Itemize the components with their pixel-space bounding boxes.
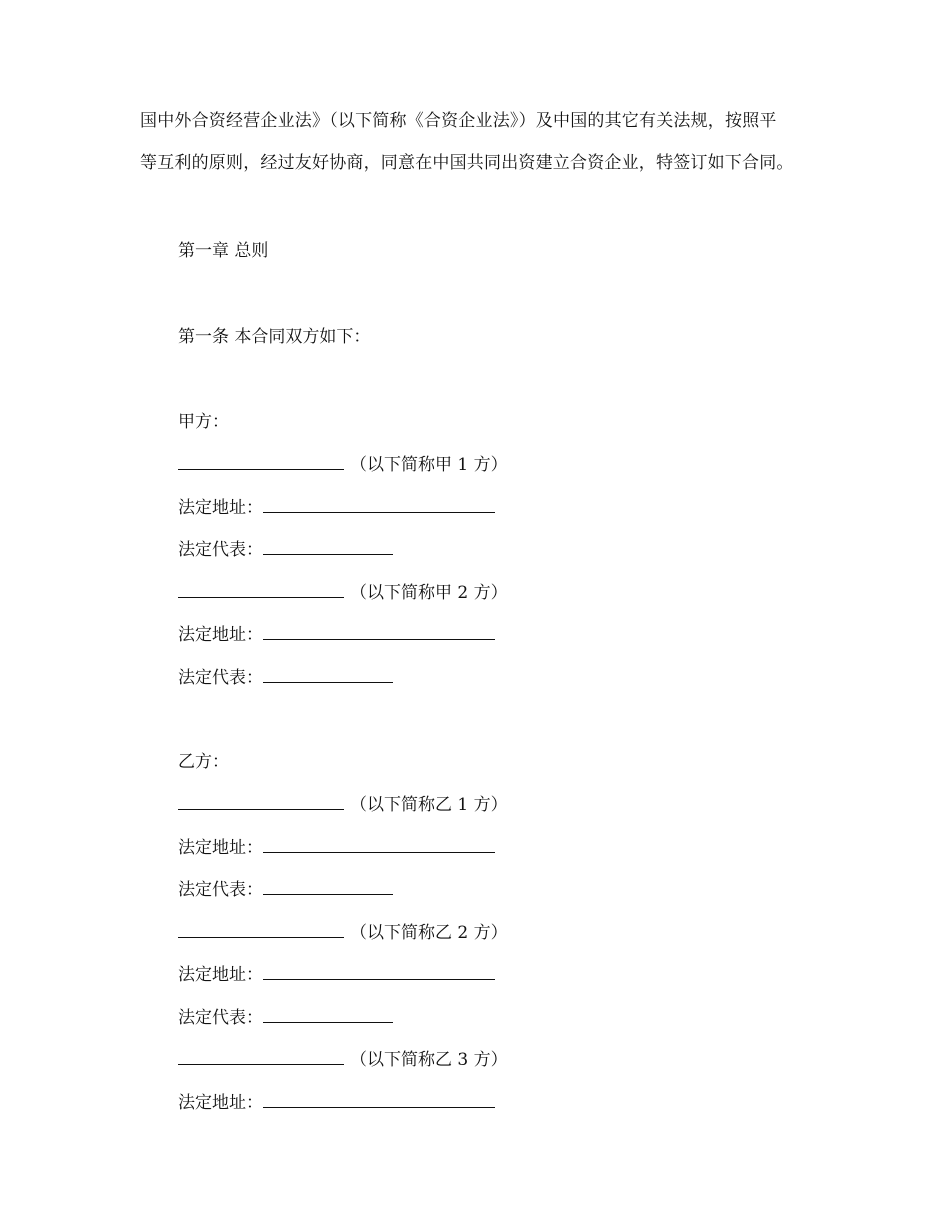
party-a1-address-line	[178, 495, 495, 520]
party-b-heading: 乙方：	[178, 752, 229, 772]
party-b2-rep-line	[178, 1005, 393, 1030]
party-b2-address-blank	[263, 962, 495, 980]
intro-paragraph	[140, 100, 830, 184]
party-a2-address-line	[178, 622, 495, 647]
party-b1-address-label: 法定地址：	[178, 838, 263, 858]
party-b3-name-blank	[178, 1047, 344, 1065]
intro-line-2: 等互利的原则，经过友好协商，同意在中国共同出资建立合资企业，特签订如下合同。	[140, 153, 794, 173]
party-b2-rep-blank	[263, 1005, 393, 1023]
party-a1-address-blank	[263, 495, 495, 513]
intro-line-1: 国中外合资经营企业法》（以下简称《合资企业法》）及中国的其它有关法规，按照平	[140, 111, 777, 131]
party-b2-name-blank	[178, 920, 344, 938]
article-title: 第一条 本合同双方如下：	[178, 327, 371, 347]
chapter-title: 第一章 总则	[178, 241, 269, 261]
party-b1-suffix: （以下简称乙 1 方）	[350, 795, 508, 815]
party-a2-rep-label: 法定代表：	[178, 668, 263, 688]
party-b2-name-line	[178, 920, 508, 945]
party-a1-rep-line	[178, 537, 393, 562]
party-b2-address-label: 法定地址：	[178, 965, 263, 985]
party-a1-name-line	[178, 452, 508, 477]
party-b3-address-label: 法定地址：	[178, 1093, 263, 1113]
party-a1-rep-label: 法定代表：	[178, 540, 263, 560]
party-a2-suffix: （以下简称甲 2 方）	[350, 583, 508, 603]
party-a1-address-label: 法定地址：	[178, 498, 263, 518]
party-a-heading: 甲方：	[178, 412, 229, 432]
party-b3-name-line	[178, 1047, 508, 1072]
party-b2-rep-label: 法定代表：	[178, 1008, 263, 1028]
party-a2-rep-line	[178, 665, 393, 690]
party-b1-rep-label: 法定代表：	[178, 880, 263, 900]
party-a2-address-label: 法定地址：	[178, 625, 263, 645]
party-b3-suffix: （以下简称乙 3 方）	[350, 1050, 508, 1070]
party-b1-name-blank	[178, 792, 344, 810]
party-a2-name-blank	[178, 580, 344, 598]
party-b2-address-line	[178, 962, 495, 987]
party-b1-name-line	[178, 792, 508, 817]
party-b1-rep-line	[178, 877, 393, 902]
party-a1-name-blank	[178, 452, 344, 470]
party-a2-name-line	[178, 580, 508, 605]
party-b1-rep-blank	[263, 877, 393, 895]
party-a1-rep-blank	[263, 537, 393, 555]
party-b3-address-blank	[263, 1090, 495, 1108]
party-a2-address-blank	[263, 622, 495, 640]
party-a2-rep-blank	[263, 665, 393, 683]
party-b1-address-line	[178, 835, 495, 860]
party-a1-suffix: （以下简称甲 1 方）	[350, 455, 508, 475]
party-b1-address-blank	[263, 835, 495, 853]
party-b2-suffix: （以下简称乙 2 方）	[350, 923, 508, 943]
party-b3-address-line	[178, 1090, 495, 1115]
